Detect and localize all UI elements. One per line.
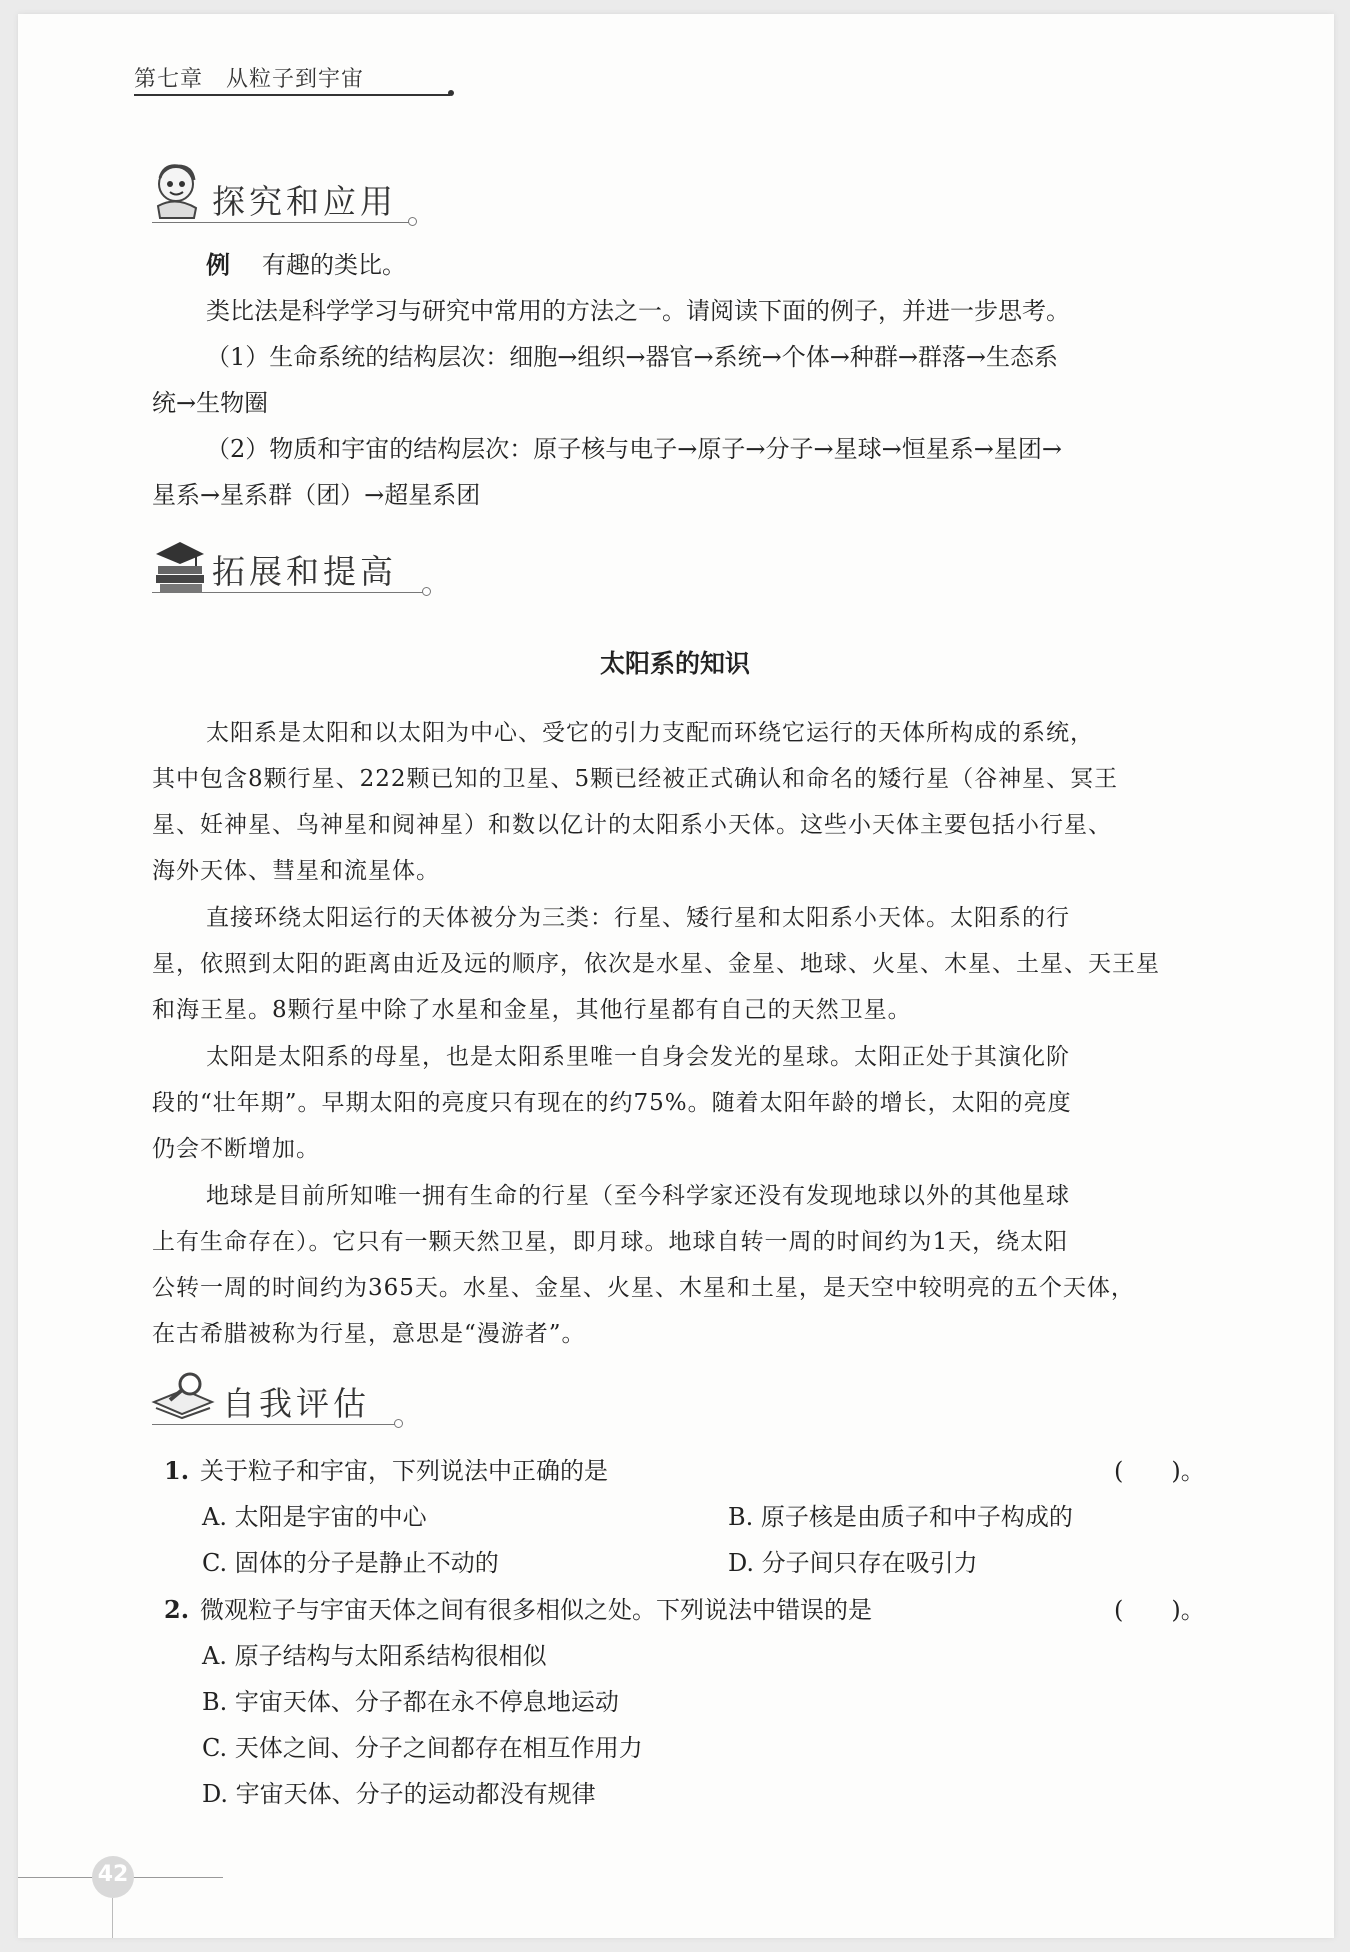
section-title-explore: 探究和应用 <box>212 182 397 221</box>
example-label: 例 <box>206 250 230 279</box>
article-line: 直接环绕太阳运行的天体被分为三类：行星、矮行星和太阳系小天体。太阳系的行 <box>206 905 1070 931</box>
book-stack-icon <box>152 534 208 594</box>
footer-vertical-rule <box>112 1898 113 1938</box>
article-line: 其中包含8颗行星、222颗已知的卫星、5颗已经被正式确认和命名的矮行星（谷神星、冥王 <box>152 766 1119 792</box>
question-stem: 微观粒子与宇宙天体之间有很多相似之处。下列说法中错误的是 <box>200 1596 872 1624</box>
section-title-assess: 自我评估 <box>222 1384 370 1423</box>
article-title: 太阳系的知识 <box>599 649 750 678</box>
article-line: 在古希腊被称为行星，意思是“漫游者”。 <box>152 1321 586 1347</box>
explore-line: 类比法是科学学习与研究中常用的方法之一。请阅读下面的例子，并进一步思考。 <box>206 297 1070 325</box>
section-rule-end <box>394 1419 403 1428</box>
question-stem: 关于粒子和宇宙，下列说法中正确的是 <box>200 1457 608 1485</box>
header-rule <box>134 94 450 96</box>
answer-blank[interactable]: ( )。 <box>1114 1457 1205 1485</box>
article-line: 公转一周的时间约为365天。水星、金星、火星、木星和土星，是天空中较明亮的五个天体， <box>152 1275 1135 1301</box>
article-line: 地球是目前所知唯一拥有生命的行星（至今科学家还没有发现地球以外的其他星球 <box>206 1183 1070 1209</box>
section-rule-end <box>422 587 431 596</box>
section-title-extend: 拓展和提高 <box>212 552 397 591</box>
section-rule <box>152 222 412 223</box>
section-rule <box>152 592 424 593</box>
question-number: 1. <box>164 1456 190 1485</box>
magnifier-icon <box>150 1368 216 1420</box>
option-a: A. 原子结构与太阳系结构很相似 <box>202 1642 547 1670</box>
explore-line: （1）生命系统的结构层次：细胞→组织→器官→系统→个体→种群→群落→生态系 <box>206 343 1059 371</box>
section-rule-end <box>408 217 417 226</box>
article-line: 海外天体、彗星和流星体。 <box>152 858 440 884</box>
article-line: 段的“壮年期”。早期太阳的亮度只有现在的约75%。随着太阳年龄的增长，太阳的亮度 <box>152 1090 1072 1116</box>
article-line: 仍会不断增加。 <box>152 1136 320 1162</box>
option-d: D. 宇宙天体、分子的运动都没有规律 <box>202 1780 596 1808</box>
question-number: 2. <box>164 1595 190 1624</box>
option-b: B. 原子核是由质子和中子构成的 <box>728 1503 1073 1531</box>
article-line: 星，依照到太阳的距离由近及远的顺序，依次是水星、金星、地球、火星、木星、土星、天王星 <box>152 951 1160 977</box>
article-line: 星、妊神星、鸟神星和阋神星）和数以亿计的太阳系小天体。这些小天体主要包括小行星、 <box>152 812 1112 838</box>
section-rule <box>152 1424 396 1425</box>
article-line: 太阳是太阳系的母星，也是太阳系里唯一自身会发光的星球。太阳正处于其演化阶 <box>206 1044 1070 1070</box>
explore-line: 星系→星系群（团）→超星系团 <box>152 481 481 509</box>
answer-blank[interactable]: ( )。 <box>1114 1596 1205 1624</box>
option-c: C. 固体的分子是静止不动的 <box>202 1549 499 1577</box>
article-line: 和海王星。8颗行星中除了水星和金星，其他行星都有自己的天然卫星。 <box>152 997 912 1023</box>
article-line: 上有生命存在）。它只有一颗天然卫星，即月球。地球自转一周的时间约为1天，绕太阳 <box>152 1229 1069 1255</box>
example-title: 有趣的类比。 <box>262 251 406 279</box>
page-number: 42 <box>97 1862 129 1887</box>
chapter-header: 第七章 从粒子到宇宙 <box>134 67 365 92</box>
option-b: B. 宇宙天体、分子都在永不停息地运动 <box>202 1688 619 1716</box>
header-rule-dot <box>448 90 454 96</box>
article-line: 太阳系是太阳和以太阳为中心、受它的引力支配而环绕它运行的天体所构成的系统， <box>206 720 1094 746</box>
option-a: A. 太阳是宇宙的中心 <box>202 1503 427 1531</box>
option-c: C. 天体之间、分子之间都存在相互作用力 <box>202 1734 643 1762</box>
mascot-icon <box>150 160 206 220</box>
option-d: D. 分子间只存在吸引力 <box>728 1549 978 1577</box>
explore-line: 统→生物圈 <box>152 389 269 417</box>
explore-line: （2）物质和宇宙的结构层次：原子核与电子→原子→分子→星球→恒星系→星团→ <box>206 435 1062 463</box>
